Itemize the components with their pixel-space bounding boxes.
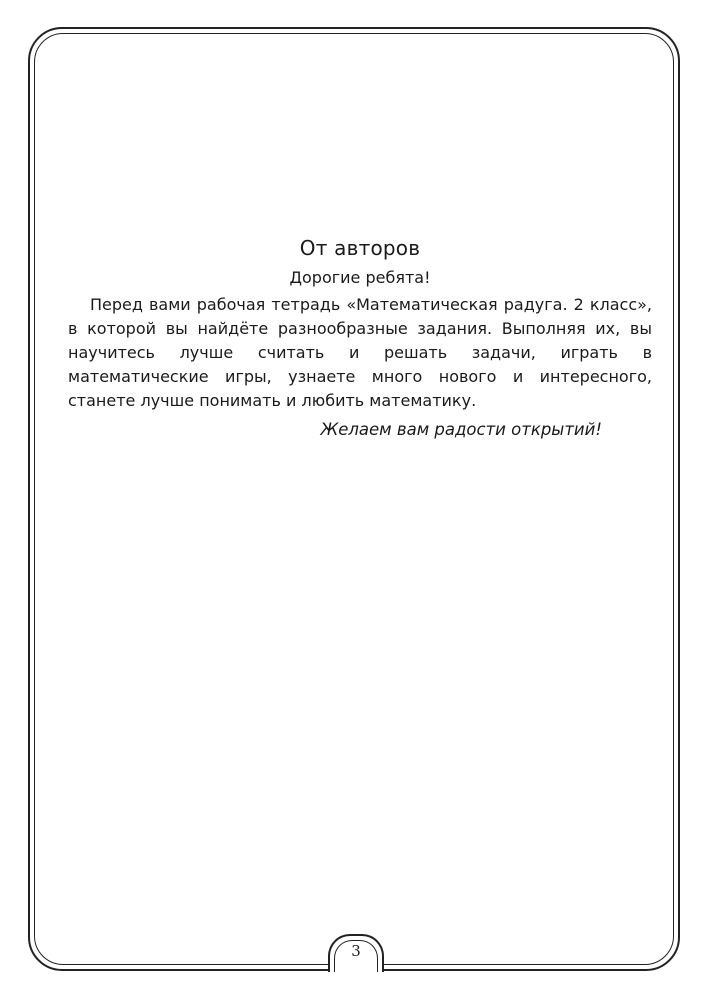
greeting-line: Дорогие ребята! <box>289 268 431 287</box>
page-title: От авторов <box>299 236 421 260</box>
foreword-section <box>68 236 652 439</box>
page-border-inner <box>34 33 674 965</box>
closing-wish: Желаем вам радости открытий! <box>320 420 602 439</box>
page-number: 3 <box>351 942 361 960</box>
foreword-paragraph: Перед вами рабочая тетрадь «Математическая радуга. 2 класс», в которой вы найдёте разнообразные задания. Выполняя их, вы научитесь лучше считать и решать задачи, играть в математические игры, узнаете много нового и интересного, станете лучше понимать и любить математику. <box>68 295 652 410</box>
